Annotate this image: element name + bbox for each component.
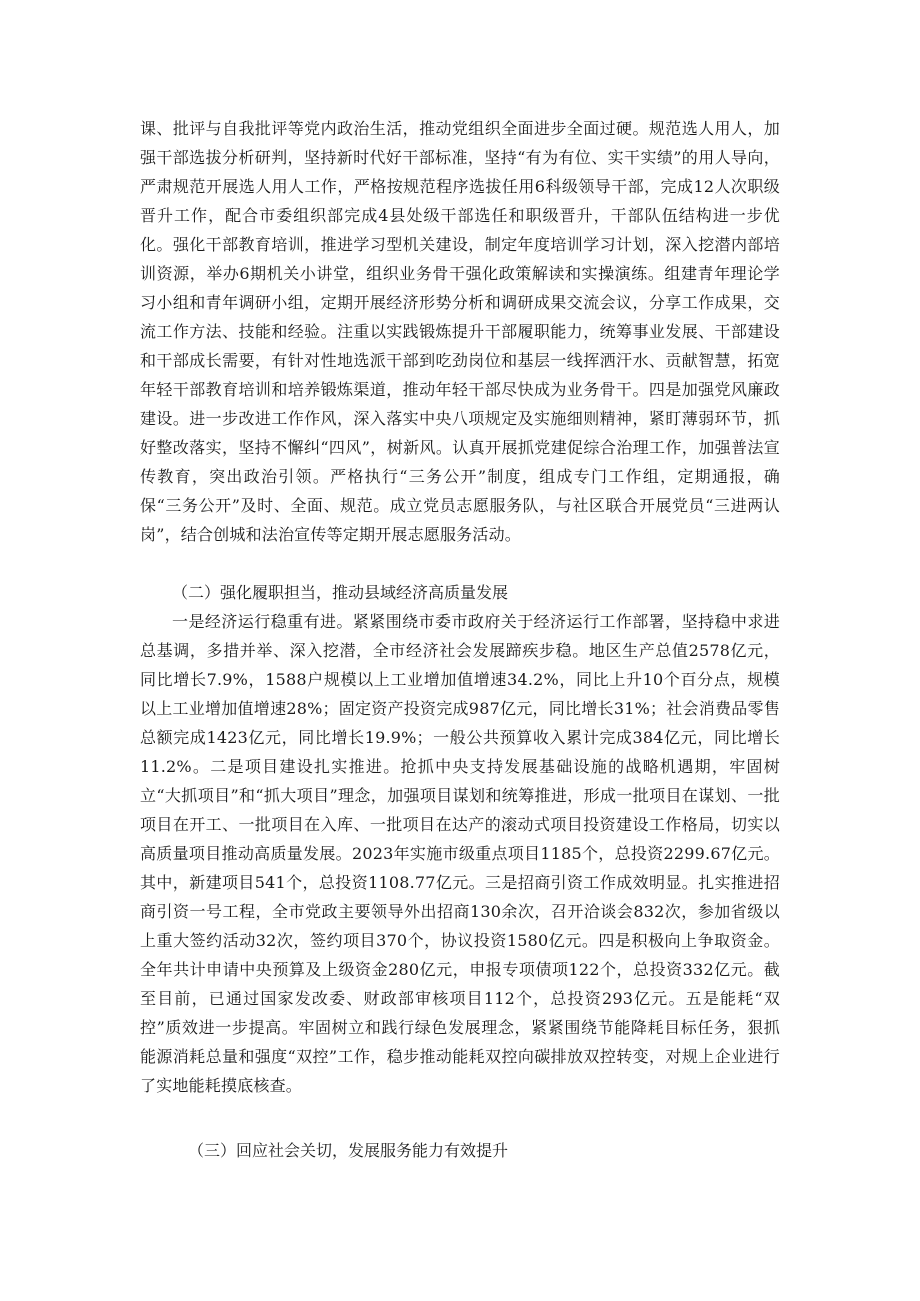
body-paragraph-economic-development: 一是经济运行稳重有进。紧紧围绕市委市政府关于经济运行工作部署，坚持稳中求进总基调，多措并举、深入挖潜，全市经济社会发展蹄疾步稳。地区生产总值2578亿元，同比增长7.9%，1588户规模以上工业增加值增速34.2%，同比上升10个百分点，规模以上工业增加值增速28%；固定资产投资完成987亿元，同比增长31%；社会消费品零售总额完成1423亿元，同比增长19.9%；一般公共预算收入累计完成384亿元，同比增长11.2%。二是项目建设扎实推进。抢抓中央支持发展基础设施的战略机遇期，牢固树立“大抓项目”和“抓大项目”理念，加强项目谋划和统筹推进，形成一批项目在谋划、一批项目在开工、一批项目在入库、一批项目在达产的滚动式项目投资建设工作格局，切实以高质量项目推动高质量发展。2023年实施市级重点项目1185个，总投资2299.67亿元。其中，新建项目541个，总投资1108.77亿元。三是招商引资工作成效明显。扎实推进招商引资一号工程，全市党政主要领导外出招商130余次，召开洽谈会832次，参加省级以上重大签约活动32次，签约项目370个，协议投资1580亿元。四是积极向上争取资金。全年共计申请中央预算及上级资金280亿元，申报专项债项122个，总投资332亿元。截至目前，已通过国家发改委、财政部审核项目112个，总投资293亿元。五是能耗“双控”质效进一步提高。牢固树立和践行绿色发展理念，紧紧围绕节能降耗目标任务，狠抓能源消耗总量和强度“双控”工作，稳步推动能耗双控向碳排放双控转变，对规上企业进行了实地能耗摸底核查。: [140, 612, 780, 1095]
section-heading-economic-development: （二）强化履职担当，推动县域经济高质量发展: [172, 583, 509, 602]
section-heading-social-services: （三）回应社会关切，发展服务能力有效提升: [188, 1141, 509, 1160]
body-paragraph-party-building: 课、批评与自我批评等党内政治生活，推动党组织全面进步全面过硬。规范选人用人，加强干部选拔分析研判，坚持新时代好干部标准，坚持“有为有位、实干实绩”的用人导向，严肃规范开展选人用人工作，严格按规范程序选拔任用6科级领导干部，完成12人次职级晋升工作，配合市委组织部完成4县处级干部选任和职级晋升，干部队伍结构进一步优化。强化干部教育培训，推进学习型机关建设，制定年度培训学习计划，深入挖潜内部培训资源，举办6期机关小讲堂，组织业务骨干强化政策解读和实操演练。组建青年理论学习小组和青年调研小组，定期开展经济形势分析和调研成果交流会议，分享工作成果，交流工作方法、技能和经验。注重以实践锻炼提升干部履职能力，统筹事业发展、干部建设和干部成长需要，有针对性地选派干部到吃劲岗位和基层一线挥洒汗水、贡献智慧，拓宽年轻干部教育培训和培养锻炼渠道，推动年轻干部尽快成为业务骨干。四是加强党风廉政建设。进一步改进工作作风，深入落实中央八项规定及实施细则精神，紧盯薄弱环节，抓好整改落实，坚持不懈纠“四风”，树新风。认真开展抓党建促综合治理工作，加强普法宣传教育，突出政治引领。严格执行“三务公开”制度，组成专门工作组，定期通报，确保“三务公开”及时、全面、规范。成立党员志愿服务队，与社区联合开展党员“三进两认岗”，结合创城和法治宣传等定期开展志愿服务活动。: [140, 119, 780, 544]
